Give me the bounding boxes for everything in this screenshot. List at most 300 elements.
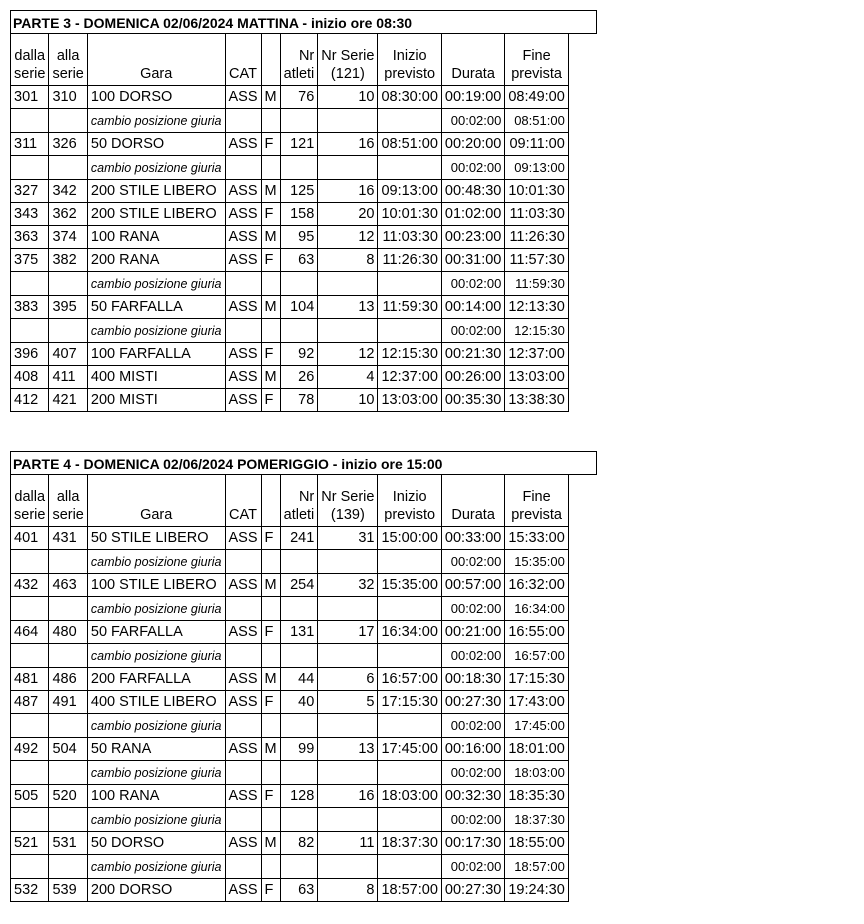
alla-serie-cell: 480	[49, 621, 87, 644]
atleti-cell: 121	[280, 133, 318, 156]
atleti-cell: 254	[280, 574, 318, 597]
empty-cell	[49, 272, 87, 296]
empty-cell	[11, 714, 49, 738]
empty-cell	[378, 272, 441, 296]
cat-cell: ASS	[225, 621, 261, 644]
fine-cell: 18:55:00	[505, 832, 568, 855]
jury-change-row	[11, 855, 569, 879]
race-row	[11, 296, 569, 319]
atleti-cell: 131	[280, 621, 318, 644]
inizio-cell: 09:13:00	[378, 180, 441, 203]
jury-change-note: cambio posizione giuria	[87, 550, 225, 574]
cat-cell: ASS	[225, 738, 261, 761]
race-row	[11, 203, 569, 226]
durata-cell: 00:16:00	[441, 738, 504, 761]
fine-cell: 16:32:00	[505, 574, 568, 597]
serie-cell: 11	[318, 832, 378, 855]
empty-cell	[378, 714, 441, 738]
durata-cell: 00:02:00	[441, 272, 504, 296]
gara-cell: 50 DORSO	[87, 133, 225, 156]
jury-change-row	[11, 109, 569, 133]
dalla-serie-cell: 521	[11, 832, 49, 855]
empty-cell	[318, 319, 378, 343]
empty-cell	[49, 855, 87, 879]
empty-cell	[49, 319, 87, 343]
dalla-serie-cell: 412	[11, 389, 49, 412]
race-row	[11, 133, 569, 156]
empty-cell	[49, 761, 87, 785]
empty-cell	[378, 109, 441, 133]
sex-cell: M	[261, 668, 280, 691]
durata-cell: 00:32:30	[441, 785, 504, 808]
durata-cell: 00:02:00	[441, 644, 504, 668]
empty-cell	[11, 550, 49, 574]
col-fine-header-line2: prevista	[511, 507, 562, 523]
header-row	[11, 34, 569, 86]
empty-cell	[318, 808, 378, 832]
empty-cell	[11, 808, 49, 832]
inizio-cell: 08:30:00	[378, 86, 441, 109]
inizio-cell: 16:34:00	[378, 621, 441, 644]
atleti-cell: 241	[280, 527, 318, 550]
atleti-cell: 104	[280, 296, 318, 319]
empty-cell	[49, 808, 87, 832]
atleti-cell: 158	[280, 203, 318, 226]
alla-serie-cell: 382	[49, 249, 87, 272]
atleti-cell: 63	[280, 879, 318, 902]
sex-cell: M	[261, 180, 280, 203]
alla-serie-cell: 362	[49, 203, 87, 226]
atleti-cell: 76	[280, 86, 318, 109]
inizio-cell: 18:37:30	[378, 832, 441, 855]
fine-cell: 18:37:30	[505, 808, 568, 832]
empty-cell	[378, 319, 441, 343]
fine-cell: 11:03:30	[505, 203, 568, 226]
col-dalla-header-line1: dalla	[14, 48, 46, 64]
alla-serie-cell: 539	[49, 879, 87, 902]
serie-cell: 10	[318, 86, 378, 109]
gara-cell: 100 FARFALLA	[87, 343, 225, 366]
fine-cell: 12:15:30	[505, 319, 568, 343]
col-alla-header	[49, 34, 87, 86]
col-inizio-header-line1: Inizio	[392, 489, 427, 505]
col-serie-header-line1: Nr Serie	[321, 48, 375, 64]
race-row	[11, 343, 569, 366]
empty-cell	[225, 272, 261, 296]
durata-cell: 00:02:00	[441, 808, 504, 832]
dalla-serie-cell: 383	[11, 296, 49, 319]
atleti-cell: 92	[280, 343, 318, 366]
empty-cell	[49, 714, 87, 738]
durata-cell: 00:18:30	[441, 668, 504, 691]
alla-serie-cell: 520	[49, 785, 87, 808]
race-row	[11, 366, 569, 389]
empty-cell	[225, 550, 261, 574]
sex-cell: M	[261, 738, 280, 761]
fine-cell: 11:59:30	[505, 272, 568, 296]
jury-change-row	[11, 714, 569, 738]
empty-cell	[318, 855, 378, 879]
durata-cell: 00:02:00	[441, 855, 504, 879]
atleti-cell: 26	[280, 366, 318, 389]
serie-cell: 32	[318, 574, 378, 597]
race-row	[11, 785, 569, 808]
col-alla-header-line2: serie	[52, 507, 84, 523]
alla-serie-cell: 374	[49, 226, 87, 249]
fine-cell: 12:37:00	[505, 343, 568, 366]
empty-cell	[11, 156, 49, 180]
col-serie-header-line1: Nr Serie	[321, 489, 375, 505]
col-cat-header: CAT	[225, 475, 261, 527]
fine-cell: 18:57:00	[505, 855, 568, 879]
col-fine-header	[505, 34, 568, 86]
sex-cell: F	[261, 133, 280, 156]
col-dalla-header-line1: dalla	[14, 489, 46, 505]
col-inizio-header-line2: previsto	[384, 507, 436, 523]
jury-change-note: cambio posizione giuria	[87, 644, 225, 668]
col-atleti-header-line1: Nr	[298, 489, 315, 505]
fine-cell: 11:57:30	[505, 249, 568, 272]
race-row	[11, 574, 569, 597]
col-inizio-header	[378, 475, 441, 527]
col-dalla-header	[11, 34, 49, 86]
col-serie-header-line2: (121)	[330, 66, 365, 82]
durata-cell: 00:02:00	[441, 597, 504, 621]
atleti-cell: 125	[280, 180, 318, 203]
jury-change-row	[11, 319, 569, 343]
atleti-cell: 44	[280, 668, 318, 691]
race-row	[11, 691, 569, 714]
sex-cell: F	[261, 691, 280, 714]
durata-cell: 00:35:30	[441, 389, 504, 412]
empty-cell	[261, 550, 280, 574]
race-row	[11, 180, 569, 203]
dalla-serie-cell: 481	[11, 668, 49, 691]
col-fine-header-line1: Fine	[522, 489, 551, 505]
empty-cell	[280, 156, 318, 180]
dalla-serie-cell: 363	[11, 226, 49, 249]
empty-cell	[261, 761, 280, 785]
col-serie-header	[318, 34, 378, 86]
gara-cell: 200 DORSO	[87, 879, 225, 902]
jury-change-note: cambio posizione giuria	[87, 319, 225, 343]
atleti-cell: 128	[280, 785, 318, 808]
gara-cell: 50 DORSO	[87, 832, 225, 855]
empty-cell	[318, 550, 378, 574]
inizio-cell: 17:15:30	[378, 691, 441, 714]
cat-cell: ASS	[225, 86, 261, 109]
part4-title: PARTE 4 - DOMENICA 02/06/2024 POMERIGGIO - inizio ore 15:00	[10, 451, 597, 475]
alla-serie-cell: 463	[49, 574, 87, 597]
empty-cell	[280, 272, 318, 296]
sex-cell: M	[261, 226, 280, 249]
col-inizio-header	[378, 34, 441, 86]
cat-cell: ASS	[225, 527, 261, 550]
empty-cell	[11, 109, 49, 133]
empty-cell	[318, 272, 378, 296]
jury-change-note: cambio posizione giuria	[87, 109, 225, 133]
serie-cell: 20	[318, 203, 378, 226]
race-row	[11, 249, 569, 272]
fine-cell: 19:24:30	[505, 879, 568, 902]
empty-cell	[280, 109, 318, 133]
gara-cell: 100 DORSO	[87, 86, 225, 109]
part3-title: PARTE 3 - DOMENICA 02/06/2024 MATTINA - inizio ore 08:30	[10, 10, 597, 34]
fine-cell: 18:03:00	[505, 761, 568, 785]
fine-cell: 16:55:00	[505, 621, 568, 644]
dalla-serie-cell: 408	[11, 366, 49, 389]
fine-cell: 17:45:00	[505, 714, 568, 738]
cat-cell: ASS	[225, 226, 261, 249]
atleti-cell: 78	[280, 389, 318, 412]
cat-cell: ASS	[225, 785, 261, 808]
fine-cell: 09:13:00	[505, 156, 568, 180]
durata-cell: 00:26:00	[441, 366, 504, 389]
empty-cell	[225, 855, 261, 879]
inizio-cell: 18:03:00	[378, 785, 441, 808]
dalla-serie-cell: 464	[11, 621, 49, 644]
serie-cell: 12	[318, 226, 378, 249]
empty-cell	[261, 109, 280, 133]
race-row	[11, 226, 569, 249]
empty-cell	[225, 808, 261, 832]
cat-cell: ASS	[225, 832, 261, 855]
fine-cell: 16:57:00	[505, 644, 568, 668]
empty-cell	[225, 319, 261, 343]
empty-cell	[378, 761, 441, 785]
serie-cell: 4	[318, 366, 378, 389]
col-atleti-header	[280, 34, 318, 86]
sex-cell: M	[261, 574, 280, 597]
cat-cell: ASS	[225, 343, 261, 366]
jury-change-row	[11, 272, 569, 296]
dalla-serie-cell: 343	[11, 203, 49, 226]
inizio-cell: 17:45:00	[378, 738, 441, 761]
serie-cell: 8	[318, 249, 378, 272]
sex-cell: F	[261, 389, 280, 412]
empty-cell	[318, 761, 378, 785]
empty-cell	[378, 156, 441, 180]
sex-cell: M	[261, 832, 280, 855]
durata-cell: 00:27:30	[441, 879, 504, 902]
durata-cell: 00:23:00	[441, 226, 504, 249]
fine-cell: 09:11:00	[505, 133, 568, 156]
serie-cell: 8	[318, 879, 378, 902]
empty-cell	[378, 550, 441, 574]
durata-cell: 00:19:00	[441, 86, 504, 109]
empty-cell	[280, 644, 318, 668]
inizio-cell: 13:03:00	[378, 389, 441, 412]
empty-cell	[318, 714, 378, 738]
fine-cell: 17:43:00	[505, 691, 568, 714]
durata-cell: 01:02:00	[441, 203, 504, 226]
empty-cell	[280, 597, 318, 621]
race-row	[11, 832, 569, 855]
empty-cell	[261, 272, 280, 296]
inizio-cell: 11:26:30	[378, 249, 441, 272]
empty-cell	[49, 550, 87, 574]
col-atleti-header-line2: atleti	[283, 66, 315, 82]
sex-cell: F	[261, 879, 280, 902]
dalla-serie-cell: 301	[11, 86, 49, 109]
col-sex-header	[261, 34, 280, 86]
empty-cell	[49, 109, 87, 133]
empty-cell	[49, 644, 87, 668]
dalla-serie-cell: 396	[11, 343, 49, 366]
empty-cell	[261, 156, 280, 180]
empty-cell	[261, 714, 280, 738]
serie-cell: 13	[318, 738, 378, 761]
alla-serie-cell: 531	[49, 832, 87, 855]
jury-change-row	[11, 156, 569, 180]
dalla-serie-cell: 375	[11, 249, 49, 272]
alla-serie-cell: 395	[49, 296, 87, 319]
durata-cell: 00:14:00	[441, 296, 504, 319]
jury-change-row	[11, 550, 569, 574]
alla-serie-cell: 491	[49, 691, 87, 714]
empty-cell	[318, 109, 378, 133]
durata-cell: 00:02:00	[441, 761, 504, 785]
sex-cell: F	[261, 249, 280, 272]
cat-cell: ASS	[225, 366, 261, 389]
sex-cell: F	[261, 203, 280, 226]
col-alla-header-line1: alla	[56, 489, 80, 505]
sex-cell: F	[261, 785, 280, 808]
atleti-cell: 63	[280, 249, 318, 272]
col-alla-header-line1: alla	[56, 48, 80, 64]
gara-cell: 400 STILE LIBERO	[87, 691, 225, 714]
inizio-cell: 16:57:00	[378, 668, 441, 691]
fine-cell: 08:49:00	[505, 86, 568, 109]
dalla-serie-cell: 327	[11, 180, 49, 203]
cat-cell: ASS	[225, 668, 261, 691]
inizio-cell: 08:51:00	[378, 133, 441, 156]
fine-cell: 08:51:00	[505, 109, 568, 133]
sex-cell: F	[261, 621, 280, 644]
col-durata-header: Durata	[441, 475, 504, 527]
serie-cell: 12	[318, 343, 378, 366]
sex-cell: M	[261, 296, 280, 319]
sex-cell: F	[261, 343, 280, 366]
col-dalla-header	[11, 475, 49, 527]
inizio-cell: 15:00:00	[378, 527, 441, 550]
jury-change-note: cambio posizione giuria	[87, 761, 225, 785]
gara-cell: 200 RANA	[87, 249, 225, 272]
fine-cell: 18:35:30	[505, 785, 568, 808]
gara-cell: 100 STILE LIBERO	[87, 574, 225, 597]
col-fine-header-line2: prevista	[511, 66, 562, 82]
atleti-cell: 99	[280, 738, 318, 761]
cat-cell: ASS	[225, 574, 261, 597]
alla-serie-cell: 310	[49, 86, 87, 109]
durata-cell: 00:02:00	[441, 156, 504, 180]
empty-cell	[318, 597, 378, 621]
empty-cell	[225, 109, 261, 133]
empty-cell	[261, 808, 280, 832]
empty-cell	[11, 855, 49, 879]
serie-cell: 5	[318, 691, 378, 714]
fine-cell: 12:13:30	[505, 296, 568, 319]
fine-cell: 13:03:00	[505, 366, 568, 389]
jury-change-note: cambio posizione giuria	[87, 597, 225, 621]
atleti-cell: 40	[280, 691, 318, 714]
durata-cell: 00:17:30	[441, 832, 504, 855]
cat-cell: ASS	[225, 133, 261, 156]
jury-change-note: cambio posizione giuria	[87, 272, 225, 296]
col-inizio-header-line1: Inizio	[392, 48, 427, 64]
race-row	[11, 879, 569, 902]
empty-cell	[225, 644, 261, 668]
dalla-serie-cell: 532	[11, 879, 49, 902]
alla-serie-cell: 504	[49, 738, 87, 761]
gara-cell: 200 MISTI	[87, 389, 225, 412]
col-atleti-header-line2: atleti	[283, 507, 315, 523]
col-sex-header	[261, 475, 280, 527]
gara-cell: 50 FARFALLA	[87, 296, 225, 319]
durata-cell: 00:02:00	[441, 714, 504, 738]
dalla-serie-cell: 487	[11, 691, 49, 714]
jury-change-row	[11, 761, 569, 785]
atleti-cell: 82	[280, 832, 318, 855]
race-row	[11, 738, 569, 761]
col-serie-header-line2: (139)	[330, 507, 365, 523]
empty-cell	[11, 761, 49, 785]
empty-cell	[225, 714, 261, 738]
col-fine-header-line1: Fine	[522, 48, 551, 64]
cat-cell: ASS	[225, 389, 261, 412]
col-serie-header	[318, 475, 378, 527]
gara-cell: 400 MISTI	[87, 366, 225, 389]
atleti-cell: 95	[280, 226, 318, 249]
alla-serie-cell: 431	[49, 527, 87, 550]
col-alla-header-line2: serie	[52, 66, 84, 82]
empty-cell	[225, 156, 261, 180]
serie-cell: 16	[318, 180, 378, 203]
race-row	[11, 621, 569, 644]
empty-cell	[261, 597, 280, 621]
jury-change-note: cambio posizione giuria	[87, 714, 225, 738]
race-row	[11, 86, 569, 109]
empty-cell	[378, 855, 441, 879]
durata-cell: 00:02:00	[441, 550, 504, 574]
empty-cell	[11, 644, 49, 668]
col-dalla-header-line2: serie	[14, 507, 46, 523]
race-row	[11, 527, 569, 550]
jury-change-note: cambio posizione giuria	[87, 156, 225, 180]
alla-serie-cell: 411	[49, 366, 87, 389]
sex-cell: M	[261, 86, 280, 109]
gara-cell: 100 RANA	[87, 785, 225, 808]
col-dalla-header-line2: serie	[14, 66, 46, 82]
sex-cell: F	[261, 527, 280, 550]
alla-serie-cell: 342	[49, 180, 87, 203]
race-row	[11, 389, 569, 412]
jury-change-note: cambio posizione giuria	[87, 855, 225, 879]
fine-cell: 13:38:30	[505, 389, 568, 412]
col-inizio-header-line2: previsto	[384, 66, 436, 82]
empty-cell	[378, 597, 441, 621]
cat-cell: ASS	[225, 180, 261, 203]
inizio-cell: 12:37:00	[378, 366, 441, 389]
fine-cell: 18:01:00	[505, 738, 568, 761]
serie-cell: 16	[318, 133, 378, 156]
alla-serie-cell: 421	[49, 389, 87, 412]
gara-cell: 100 RANA	[87, 226, 225, 249]
durata-cell: 00:48:30	[441, 180, 504, 203]
dalla-serie-cell: 432	[11, 574, 49, 597]
inizio-cell: 15:35:00	[378, 574, 441, 597]
fine-cell: 15:33:00	[505, 527, 568, 550]
